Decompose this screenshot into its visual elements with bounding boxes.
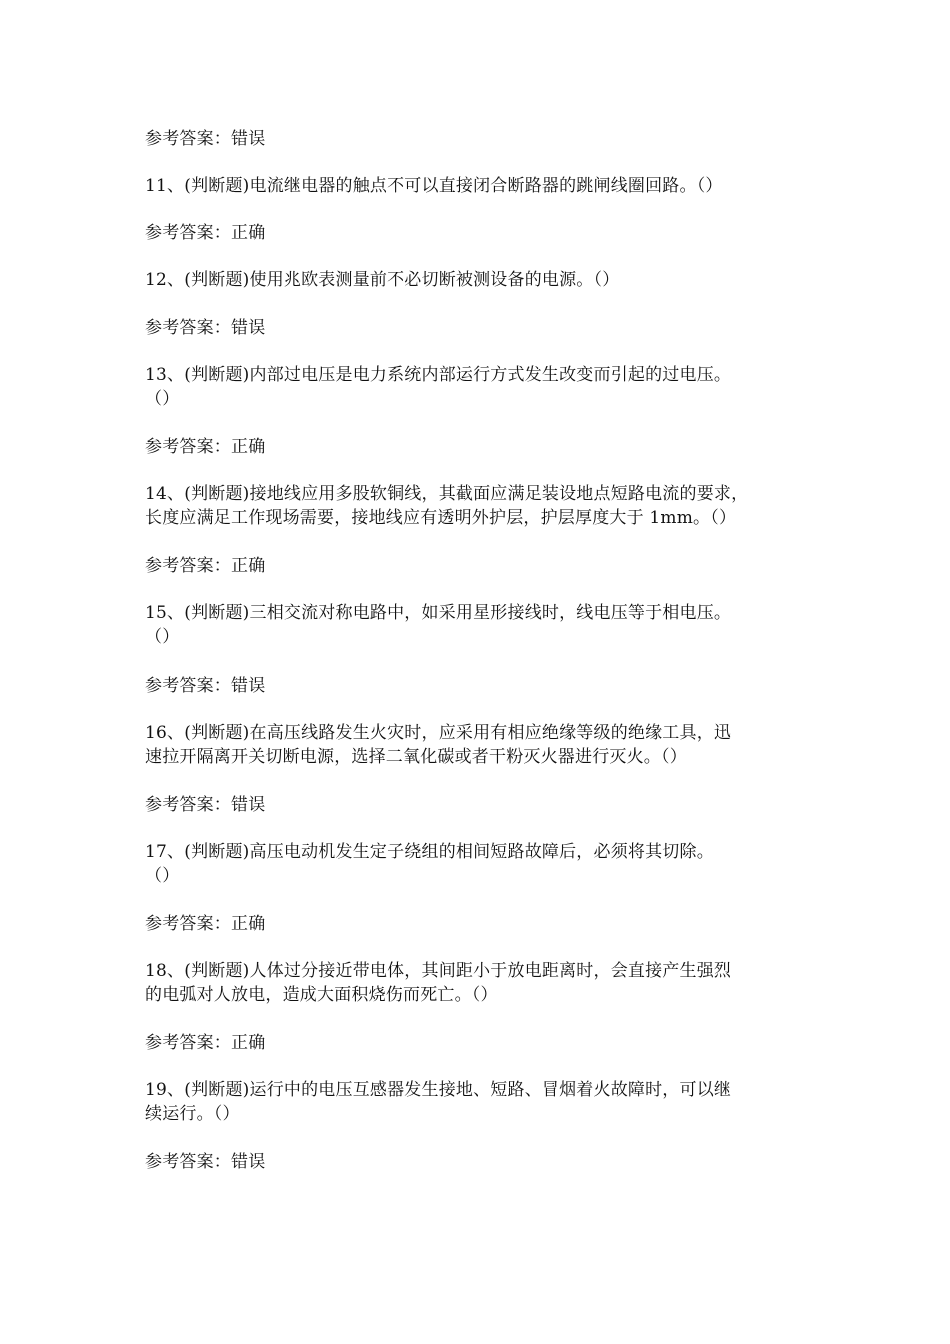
question-14-line-2: 长度应满足工作现场需要，接地线应有透明外护层，护层厚度大于 1mm。（）	[145, 508, 737, 528]
question-16-line-1: 16、(判断题)在高压线路发生火灾时，应采用有相应绝缘等级的绝缘工具，迅	[145, 723, 732, 743]
question-15-line-1: 15、(判断题)三相交流对称电路中，如采用星形接线时，线电压等于相电压。	[145, 603, 732, 623]
answer-line: 参考答案：错误	[145, 1152, 266, 1172]
question-17-line-1: 17、(判断题)高压电动机发生定子绕组的相间短路故障后，必须将其切除。	[145, 842, 714, 862]
question-17-line-2: （）	[145, 866, 180, 886]
question-13-line-1: 13、(判断题)内部过电压是电力系统内部运行方式发生改变而引起的过电压。	[145, 365, 732, 385]
question-18-line-1: 18、(判断题)人体过分接近带电体，其间距小于放电距离时，会直接产生强烈	[145, 961, 732, 981]
answer-line: 参考答案：正确	[145, 914, 266, 934]
answer-line: 参考答案：错误	[145, 129, 266, 149]
answer-line: 参考答案：错误	[145, 676, 266, 696]
answer-line: 参考答案：正确	[145, 223, 266, 243]
question-15-line-2: （）	[145, 627, 180, 647]
answer-line: 参考答案：正确	[145, 437, 266, 457]
question-12-line-1: 12、(判断题)使用兆欧表测量前不必切断被测设备的电源。（）	[145, 270, 620, 290]
question-19-line-1: 19、(判断题)运行中的电压互感器发生接地、短路、冒烟着火故障时，可以继	[145, 1080, 732, 1100]
question-16-line-2: 速拉开隔离开关切断电源，选择二氧化碳或者干粉灭火器进行灭火。（）	[145, 747, 687, 767]
question-18-line-2: 的电弧对人放电，造成大面积烧伤而死亡。（）	[145, 985, 498, 1005]
answer-line: 参考答案：正确	[145, 1033, 266, 1053]
question-19-line-2: 续运行。（）	[145, 1104, 240, 1124]
question-13-line-2: （）	[145, 389, 180, 409]
answer-line: 参考答案：错误	[145, 795, 266, 815]
question-14-line-1: 14、(判断题)接地线应用多股软铜线，其截面应满足装设地点短路电流的要求，	[145, 484, 749, 504]
answer-line: 参考答案：正确	[145, 556, 266, 576]
question-11-line-1: 11、(判断题)电流继电器的触点不可以直接闭合断路器的跳闸线圈回路。（）	[145, 176, 723, 196]
answer-line: 参考答案：错误	[145, 318, 266, 338]
